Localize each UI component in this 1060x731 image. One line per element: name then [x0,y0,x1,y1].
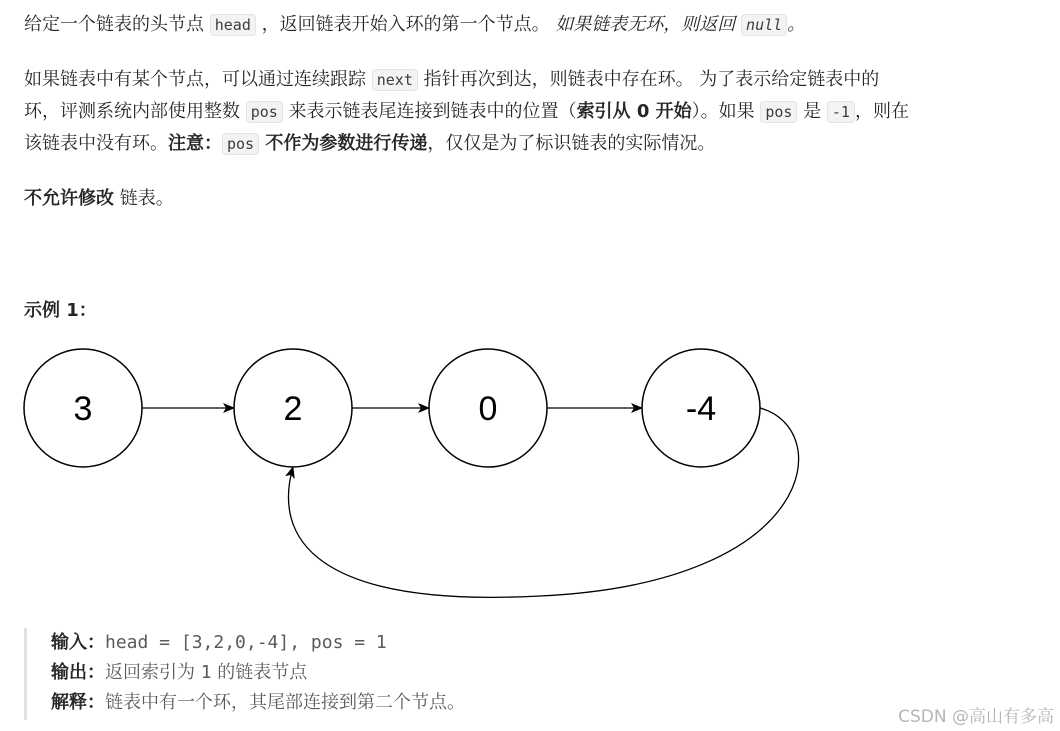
list-node-label: -4 [685,390,717,428]
code-pos: pos [222,133,259,155]
code-head: head [210,14,256,36]
example-block [24,628,465,720]
no-modify-label: 不允许修改 [24,188,114,209]
cycle-definition-line-2: 环，评测系统内部使用整数 pos 来表示链表尾连接到链表中的位置（索引从 0 开始）。如果 pos 是 -1 ，则在 [24,101,909,122]
list-node-label: 2 [283,390,303,428]
code-next: next [372,69,418,91]
code-pos: pos [246,101,283,123]
list-node-label: 3 [73,390,93,428]
cycle-definition-line-1: 如果链表中有某个节点，可以通过连续跟踪 next 指针再次到达，则链表中存在环。 为了表示给定链表中的 [24,69,880,90]
example-title: 示例 1： [24,300,97,321]
code-null: null [741,14,787,36]
example-output: 输出：返回索引为 1 的链表节点 [51,662,308,683]
linked-list-diagram [0,340,1060,610]
not-passed-note: 不作为参数进行传递 [259,133,428,154]
example-input: 输入：head = [3,2,0,-4], pos = 1 [51,632,387,653]
code-minus-one: -1 [827,101,855,123]
cycle-definition-line-3: 该链表中没有环。注意： pos 不作为参数进行传递，仅仅是为了标识链表的实际情况。 [24,133,716,154]
index-note: 索引从 0 开始 [576,101,692,122]
note-label: 注意： [168,133,222,154]
example-explanation: 解释：链表中有一个环，其尾部连接到第二个节点。 [51,692,465,713]
no-modify-line: 不允许修改 链表。 [24,188,174,209]
list-node-label: 0 [478,390,498,428]
code-pos: pos [760,101,797,123]
problem-statement-line: 给定一个链表的头节点 head ，返回链表开始入环的第一个节点。 如果链表无环，则返回 null 。 [24,14,806,35]
csdn-watermark: CSDN @高山有多高 [898,707,1054,727]
